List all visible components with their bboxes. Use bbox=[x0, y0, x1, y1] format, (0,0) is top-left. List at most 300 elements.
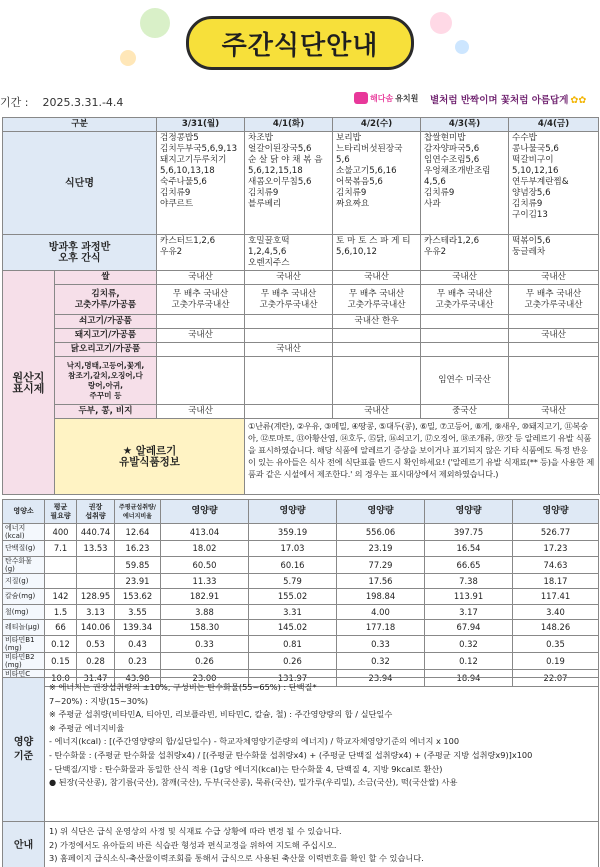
nutrient-day-value: 0.35 bbox=[513, 635, 599, 652]
origin-row-pork bbox=[3, 329, 599, 343]
nutrient-day-value: 74.63 bbox=[513, 556, 599, 573]
nutrient-day-value: 22.07 bbox=[513, 669, 599, 686]
nutrient-weekly: 16.23 bbox=[115, 541, 161, 557]
origin-kimchi-value bbox=[509, 285, 599, 315]
nutrient-day-value: 18.94 bbox=[425, 669, 513, 686]
nutrient-weekly: 153.62 bbox=[115, 589, 161, 605]
origin-value: 국내산 bbox=[245, 343, 333, 357]
origin-row-kimchi bbox=[3, 285, 599, 315]
snack-cell bbox=[333, 235, 421, 271]
nutrient-day-value: 413.04 bbox=[161, 524, 249, 541]
nutrient-name-line: 지질(g) bbox=[5, 576, 29, 585]
meal-line: 5,6,12,15,18 bbox=[248, 166, 303, 176]
nutrient-name-line: 탄수화물 bbox=[5, 556, 33, 565]
origin-pork-label: 돼지고기/가공품 bbox=[55, 329, 157, 343]
header-gubun: 구분 bbox=[3, 118, 157, 132]
meal-line: 수수밥 bbox=[512, 133, 537, 143]
origin-value bbox=[245, 405, 333, 419]
origin-rice-label: 쌀 bbox=[55, 271, 157, 285]
nutrient-weekly: 12.64 bbox=[115, 524, 161, 541]
meal-line: 양념장5,6 bbox=[512, 188, 551, 198]
origin-kimchi-line: 무 배추 국내산 bbox=[348, 288, 405, 299]
meal-line: 5,10,12,16 bbox=[512, 166, 559, 176]
origin-value: 국내산 bbox=[157, 405, 245, 419]
nutrition-row bbox=[3, 604, 599, 620]
origin-row-rice bbox=[3, 271, 599, 285]
snack-line: 5,6,10,12 bbox=[336, 247, 378, 257]
meal-label: 식단명 bbox=[3, 132, 157, 235]
origin-chicken-label: 닭오리고기/가공품 bbox=[55, 343, 157, 357]
origin-empty bbox=[509, 315, 599, 329]
origin-label-line: 표시제 bbox=[12, 381, 45, 395]
origin-value: 중국산 bbox=[421, 405, 509, 419]
nutrient-avg bbox=[45, 573, 77, 589]
nutrition-row bbox=[3, 524, 599, 541]
standard-line: ※ 에너지는 권장섭취량의 ±10%, 구성비는 탄수화물(55~65%) : 단백질* bbox=[49, 682, 317, 692]
header-line: 섭취량 bbox=[85, 511, 106, 520]
nutrient-day-value: 0.26 bbox=[161, 652, 249, 669]
meal-line: 콩나물국5,6 bbox=[512, 144, 559, 154]
origin-empty bbox=[157, 343, 245, 357]
origin-value: 국내산 bbox=[157, 329, 245, 343]
header-day: 4/4(금) bbox=[509, 118, 599, 132]
nutrient-day-value: 77.29 bbox=[337, 556, 425, 573]
period-value: 2025.3.31.-4.4 bbox=[42, 96, 124, 109]
notice-row bbox=[3, 822, 599, 867]
origin-value: 국내산 bbox=[509, 329, 599, 343]
origin-kimchi-label-line: 고춧가루/가공품 bbox=[74, 299, 137, 310]
meal-line: 임연수조림5,6 bbox=[424, 155, 480, 165]
meal-line: 구이김13 bbox=[512, 210, 548, 220]
meal-line: 짜요짜요 bbox=[336, 199, 370, 209]
nutrient-avg: 400 bbox=[45, 524, 77, 541]
nutrition-table bbox=[2, 499, 599, 687]
page-title: 주간식단안내 bbox=[221, 30, 379, 61]
snack-line: 오렌지주스 bbox=[248, 258, 290, 268]
origin-row-beef bbox=[3, 315, 599, 329]
origin-kimchi-value bbox=[421, 285, 509, 315]
nutrient-rec bbox=[77, 573, 115, 589]
snack-line: 우유2 bbox=[160, 247, 183, 257]
standard-line: - 단백질/지방 : 탄수화물과 동일한 산식 적용 (1g당 에너지(kcal)는 탄수화물 4, 단백질 4, 지방 9kcal로 환산) bbox=[49, 763, 443, 774]
nutrient-day-value: 3.88 bbox=[161, 604, 249, 620]
snack-line: 카스테라1,2,6 bbox=[424, 236, 480, 246]
origin-value: 국내산 bbox=[509, 405, 599, 419]
nutrition-body bbox=[3, 524, 599, 687]
origin-kimchi-label bbox=[55, 285, 157, 315]
logo-text: 해다솜 bbox=[370, 93, 394, 103]
nutrient-weekly: 0.43 bbox=[115, 635, 161, 652]
snack-cell bbox=[421, 235, 509, 271]
logo-icon bbox=[354, 92, 368, 104]
origin-empty bbox=[509, 357, 599, 405]
origin-kimchi-line: 고춧가루국내산 bbox=[347, 299, 406, 310]
header-line: 평균 bbox=[53, 502, 68, 511]
period-label: 기간 : bbox=[0, 96, 29, 109]
flower-icon: ✿✿ bbox=[570, 95, 587, 106]
snack-line: 우유2 bbox=[424, 247, 447, 257]
meal-cell bbox=[421, 132, 509, 235]
origin-kimchi-line: 고춧가루국내산 bbox=[435, 299, 494, 310]
standard-label-line: 기준 bbox=[13, 750, 34, 762]
nutrient-day-value: 67.94 bbox=[425, 620, 513, 636]
nutrient-name-line: 에너지 bbox=[5, 524, 26, 532]
nutrient-avg bbox=[45, 556, 77, 573]
origin-fish-label-line: 랑어,아귀, bbox=[87, 380, 124, 390]
origin-fish-label-line: 주꾸미 등 bbox=[89, 390, 122, 400]
origin-value: 임연수 미국산 bbox=[421, 357, 509, 405]
nutrient-name-line: (mg) bbox=[5, 660, 22, 669]
origin-kimchi-line: 무 배추 국내산 bbox=[260, 288, 317, 299]
nutrient-rec: 0.28 bbox=[77, 652, 115, 669]
nutrient-avg: 66 bbox=[45, 620, 77, 636]
standard-label-line: 영양 bbox=[13, 736, 34, 748]
day-header: 영양량 bbox=[425, 500, 513, 524]
standard-line: - 탄수화물 : (주평균 탄수화물 섭취량x4) / [(주평균 탄수화물 섭취량x4) + (주평균 단백질 섭취량x4) + (주평균 지방 섭취량x9)]x100 bbox=[49, 749, 533, 760]
day-header: 영양량 bbox=[161, 500, 249, 524]
meal-line: 4,5,6 bbox=[424, 177, 446, 187]
allergy-label-line: ★ 알레르기 bbox=[122, 444, 177, 457]
meal-line: 5,6 bbox=[336, 155, 350, 165]
snack-line: 떡볶이5,6 bbox=[512, 236, 551, 246]
origin-empty bbox=[421, 343, 509, 357]
origin-value: 국내산 한우 bbox=[333, 315, 421, 329]
origin-empty bbox=[509, 343, 599, 357]
nutrient-header: 영양소 bbox=[3, 500, 45, 524]
day-header: 영양량 bbox=[337, 500, 425, 524]
nutrient-rec: 128.95 bbox=[77, 589, 115, 605]
origin-kimchi-label-line: 김치류, bbox=[91, 288, 120, 299]
nutrient-weekly: 43.98 bbox=[115, 669, 161, 686]
nutrient-avg: 0.15 bbox=[45, 652, 77, 669]
meal-line: 연두부계란찜& bbox=[512, 177, 569, 187]
nutrition-row bbox=[3, 589, 599, 605]
menu-table bbox=[2, 117, 599, 495]
origin-kimchi-line: 무 배추 국내산 bbox=[436, 288, 493, 299]
nutrient-day-value: 145.02 bbox=[249, 620, 337, 636]
nutrient-name-line: 단백질(g) bbox=[5, 544, 36, 553]
origin-row-chicken bbox=[3, 343, 599, 357]
nutrient-day-value: 113.91 bbox=[425, 589, 513, 605]
nutrient-rec: 140.06 bbox=[77, 620, 115, 636]
nutrient-rec: 440.74 bbox=[77, 524, 115, 541]
origin-value: 국내산 bbox=[509, 271, 599, 285]
nutrient-avg: 10.0 bbox=[45, 669, 77, 686]
meal-line: 블루베리 bbox=[248, 199, 282, 209]
nutrient-day-value: 556.06 bbox=[337, 524, 425, 541]
origin-value: 국내산 bbox=[333, 271, 421, 285]
nutrient-day-value: 0.26 bbox=[249, 652, 337, 669]
decoration bbox=[120, 50, 136, 66]
origin-label bbox=[3, 271, 55, 495]
nutrient-name-line: 칼슘(mg) bbox=[5, 592, 36, 601]
standard-label bbox=[3, 678, 45, 822]
origin-empty bbox=[333, 343, 421, 357]
nutrient-weekly: 59.85 bbox=[115, 556, 161, 573]
nutrient-day-value: 0.33 bbox=[337, 635, 425, 652]
origin-value: 국내산 bbox=[245, 271, 333, 285]
nutrient-day-value: 3.31 bbox=[249, 604, 337, 620]
meal-line: 어묵볶음5,6 bbox=[336, 177, 383, 187]
day-header: 영양량 bbox=[513, 500, 599, 524]
origin-empty bbox=[333, 357, 421, 405]
origin-kimchi-line: 고춧가루국내산 bbox=[524, 299, 583, 310]
nutrient-day-value: 3.40 bbox=[513, 604, 599, 620]
nutrient-name-line: (kcal) bbox=[5, 532, 25, 540]
meal-line: 찹쌀현미밥 bbox=[424, 133, 466, 143]
nutrition-row bbox=[3, 541, 599, 557]
nutrition-row bbox=[3, 620, 599, 636]
meal-line: 차조밥 bbox=[248, 133, 273, 143]
nutrient-rec: 0.53 bbox=[77, 635, 115, 652]
nutrient-day-value: 131.97 bbox=[249, 669, 337, 686]
nutrition-row bbox=[3, 652, 599, 669]
snack-cell bbox=[245, 235, 333, 271]
decoration bbox=[455, 40, 469, 54]
nutrient-weekly: 3.55 bbox=[115, 604, 161, 620]
nutrient-day-value: 397.75 bbox=[425, 524, 513, 541]
allergy-row bbox=[3, 419, 599, 495]
standard-line: ※ 주평균 섭취량(비타민A, 티아민, 리보플라빈, 비타민C, 칼슘, 철) : 주간영양량의 합 / 실단일수 bbox=[49, 709, 393, 720]
meal-line: 검정콩밥5 bbox=[160, 133, 199, 143]
nutrition-row bbox=[3, 635, 599, 652]
nutrient-name-line: (g) bbox=[5, 564, 15, 573]
nutrient-day-value: 0.33 bbox=[161, 635, 249, 652]
meal-line: 숙주나물5,6 bbox=[160, 177, 207, 187]
avg-header bbox=[45, 500, 77, 524]
meal-line: 새콤오이무침5,6 bbox=[248, 177, 312, 187]
nutrient-name bbox=[3, 524, 45, 541]
snack-line: 1,2,4,5,6 bbox=[248, 247, 287, 257]
origin-value: 국내산 bbox=[333, 405, 421, 419]
nutrient-weekly: 139.34 bbox=[115, 620, 161, 636]
origin-fish-label bbox=[55, 357, 157, 405]
header-day: 4/1(화) bbox=[245, 118, 333, 132]
snack-line: 호밀꿀호떡 bbox=[248, 236, 290, 246]
header-line: 필요량 bbox=[50, 511, 71, 520]
nutrition-row bbox=[3, 573, 599, 589]
nutrient-avg: 142 bbox=[45, 589, 77, 605]
origin-fish-label-line: 참조기,갈치,오징어,다 bbox=[68, 370, 143, 380]
nutrient-day-value: 18.17 bbox=[513, 573, 599, 589]
nutrient-rec: 13.53 bbox=[77, 541, 115, 557]
header-row bbox=[3, 118, 599, 132]
header-line: 에너지비율 bbox=[123, 512, 152, 520]
nutrient-name bbox=[3, 604, 45, 620]
nutrient-day-value: 0.19 bbox=[513, 652, 599, 669]
meal-line: 김치류9 bbox=[248, 188, 279, 198]
snack-line: 둥글레차 bbox=[512, 247, 546, 257]
nutrient-avg: 1.5 bbox=[45, 604, 77, 620]
meal-line: 순 살 닭 야 채 볶 음 bbox=[248, 155, 323, 165]
nutrient-name bbox=[3, 573, 45, 589]
nutrient-day-value: 60.16 bbox=[249, 556, 337, 573]
header-day: 4/3(목) bbox=[421, 118, 509, 132]
nutrient-day-value: 23.19 bbox=[337, 541, 425, 557]
origin-kimchi-value bbox=[157, 285, 245, 315]
footer-table bbox=[2, 677, 599, 867]
standard-line: ※ 주평균 에너지비율 bbox=[49, 722, 125, 733]
header-line: 주평균섭취량/ bbox=[119, 503, 156, 511]
nutrient-name bbox=[3, 541, 45, 557]
nutrient-name bbox=[3, 652, 45, 669]
notice-line: 1) 위 식단은 급식 운영상의 사정 및 식재료 수급 상황에 따라 변경 될 수 있습니다. bbox=[49, 826, 342, 836]
meal-line: 감자양파국5,6 bbox=[424, 144, 480, 154]
nutrient-name-line: 비타민B2 bbox=[5, 652, 35, 661]
nutrient-rec bbox=[77, 556, 115, 573]
nutrient-name bbox=[3, 635, 45, 652]
header-day: 3/31(월) bbox=[157, 118, 245, 132]
origin-kimchi-value bbox=[245, 285, 333, 315]
day-header: 영양량 bbox=[249, 500, 337, 524]
nutrient-day-value: 0.32 bbox=[425, 635, 513, 652]
title-area bbox=[0, 0, 600, 82]
kindergarten-logo bbox=[354, 92, 418, 104]
nutrient-day-value: 155.02 bbox=[249, 589, 337, 605]
origin-empty bbox=[157, 357, 245, 405]
nutrient-name-line: (mg) bbox=[5, 643, 22, 652]
nutrient-day-value: 23.00 bbox=[161, 669, 249, 686]
nutrient-name bbox=[3, 556, 45, 573]
origin-kimchi-line: 고춧가루국내산 bbox=[259, 299, 318, 310]
origin-row-fish bbox=[3, 357, 599, 405]
logo-text: 유치원 bbox=[395, 93, 419, 103]
nutrient-day-value: 359.19 bbox=[249, 524, 337, 541]
meal-row bbox=[3, 132, 599, 235]
origin-beef-label: 쇠고기/가공품 bbox=[55, 315, 157, 329]
title-banner bbox=[186, 16, 414, 70]
nutrient-day-value: 526.77 bbox=[513, 524, 599, 541]
nutrient-name bbox=[3, 589, 45, 605]
meal-line: 얼갈이된장국5,6 bbox=[248, 144, 312, 154]
origin-empty bbox=[245, 329, 333, 343]
allergy-label-line: 유발식품정보 bbox=[119, 455, 180, 468]
decoration bbox=[140, 8, 170, 38]
nutrient-name bbox=[3, 620, 45, 636]
slogan bbox=[430, 92, 586, 106]
origin-label-line: 원산지 bbox=[12, 370, 45, 384]
nutrient-name-line: 레티놀(μg) bbox=[5, 623, 40, 632]
snack-label-line: 방과후 과정반 bbox=[48, 241, 111, 253]
origin-row-beans bbox=[3, 405, 599, 419]
meal-cell bbox=[157, 132, 245, 235]
standard-line: ● 된장(국산콩), 참기름(국산), 참깨(국산), 두부(국산콩), 묵류(국산), 밀가루(우리밀), 소금(국산), 떡(국산쌀) 사용 bbox=[49, 777, 458, 788]
rec-header bbox=[77, 500, 115, 524]
nutrient-day-value: 11.33 bbox=[161, 573, 249, 589]
period bbox=[0, 94, 123, 110]
snack-row bbox=[3, 235, 599, 271]
meal-line: 느타리버섯된장국 bbox=[336, 144, 403, 154]
nutrient-day-value: 17.56 bbox=[337, 573, 425, 589]
decoration bbox=[430, 12, 452, 34]
meal-line: 김치류9 bbox=[512, 199, 543, 209]
nutrient-day-value: 182.91 bbox=[161, 589, 249, 605]
nutrient-name-line: 비타민C bbox=[5, 669, 31, 678]
snack-label bbox=[3, 235, 157, 271]
meal-line: 김치류9 bbox=[336, 188, 367, 198]
meal-line: 떡갈비구이 bbox=[512, 155, 554, 165]
nutrient-day-value: 0.12 bbox=[425, 652, 513, 669]
meal-line: 우엉채조개반조림 bbox=[424, 166, 491, 176]
origin-empty bbox=[333, 329, 421, 343]
nutrient-avg: 0.12 bbox=[45, 635, 77, 652]
snack-label-line: 오후 간식 bbox=[58, 252, 101, 264]
meal-line: 사과 bbox=[424, 199, 441, 209]
nutrient-weekly: 23.91 bbox=[115, 573, 161, 589]
allergy-text: ①난류(계란), ②우유, ③메밀, ④땅콩, ⑤대두(콩), ⑥밀, ⑦고등어, ⑧게, ⑨새우, ⑩돼지고기, ⑪복숭아, ⑫토마토, ⑬아황산염, ⑭호두, ⑮닭, ⑯쇠고기, ⑰오징어, ⑱조개류, ⑲잣 등 알레르기 유발 식품을 표시하였습니다. 해당 식품에 알레르기 증상을 보이거나 표기되지 않은 기타 식품에도 특정 반응이 있는 유아들은 식사 전에 식단표를 반드시 확인하세요! ('알레르기 유발 식재료(** 등)을 사용한 제품과 같은 시설에서 제조한다.' 의 경우는 표시대상에서 제외하였습니다.) bbox=[245, 419, 599, 495]
snack-cell bbox=[157, 235, 245, 271]
meal-line: 소불고기5,6,16 bbox=[336, 166, 397, 176]
origin-fish-label-line: 낙지,명태,고등어,꽃게, bbox=[66, 360, 145, 370]
origin-beans-label: 두부, 콩, 비지 bbox=[55, 405, 157, 419]
nutrient-day-value: 148.26 bbox=[513, 620, 599, 636]
nutrient-day-value: 7.38 bbox=[425, 573, 513, 589]
meal-cell bbox=[333, 132, 421, 235]
meal-line: 5,6,10,13,18 bbox=[160, 166, 215, 176]
origin-value: 국내산 bbox=[157, 271, 245, 285]
snack-line: 토 마 토 스 파 게 티 bbox=[336, 236, 411, 246]
nutrient-name-line: 비타민B1 bbox=[5, 635, 35, 644]
snack-line: 카스터드1,2,6 bbox=[160, 236, 216, 246]
slogan-text: 별처럼 반짝이며 꽃처럼 아름답게 bbox=[430, 95, 569, 106]
nutrient-weekly: 0.23 bbox=[115, 652, 161, 669]
nutrient-day-value: 5.79 bbox=[249, 573, 337, 589]
standard-row bbox=[3, 678, 599, 822]
nutrient-rec: 31.47 bbox=[77, 669, 115, 686]
nutrient-name-line: 철(mg) bbox=[5, 607, 29, 616]
origin-empty bbox=[157, 315, 245, 329]
nutrient-rec: 3.13 bbox=[77, 604, 115, 620]
meal-line: 보리밥 bbox=[336, 133, 361, 143]
nutrient-day-value: 4.00 bbox=[337, 604, 425, 620]
nutrient-day-value: 66.65 bbox=[425, 556, 513, 573]
notice-line: 2) 가정에서도 유아들의 바른 식습관 형성과 편식교정을 위하여 지도해 주십시오. bbox=[49, 839, 337, 850]
snack-cell bbox=[509, 235, 599, 271]
origin-value: 국내산 bbox=[421, 271, 509, 285]
meal-line: 돼지고기두루치기 bbox=[160, 155, 227, 165]
nutrient-day-value: 0.81 bbox=[249, 635, 337, 652]
standard-line: - 에너지(kcal) : [(주간영양량의 합/실단일수) - 학교자체영양기준량의 에너지) / 학교자체영양기준의 에너지 x 100 bbox=[49, 736, 460, 747]
standard-text bbox=[45, 678, 599, 822]
nutrient-day-value: 17.23 bbox=[513, 541, 599, 557]
nutrient-day-value: 177.18 bbox=[337, 620, 425, 636]
origin-empty bbox=[421, 315, 509, 329]
meal-cell bbox=[509, 132, 599, 235]
origin-kimchi-value bbox=[333, 285, 421, 315]
origin-kimchi-line: 고춧가루국내산 bbox=[171, 299, 230, 310]
meal-line: 김치류9 bbox=[424, 188, 455, 198]
nutrition-header-row bbox=[3, 500, 599, 524]
nutrient-day-value: 158.30 bbox=[161, 620, 249, 636]
meal-line: 김치두부국5,6,9,13 bbox=[160, 144, 238, 154]
nutrient-day-value: 23.94 bbox=[337, 669, 425, 686]
nutrient-day-value: 0.32 bbox=[337, 652, 425, 669]
nutrient-day-value: 117.41 bbox=[513, 589, 599, 605]
nutrient-day-value: 198.84 bbox=[337, 589, 425, 605]
nutrient-day-value: 18.02 bbox=[161, 541, 249, 557]
nutrient-day-value: 17.03 bbox=[249, 541, 337, 557]
meal-line: 김치류9 bbox=[160, 188, 191, 198]
header-line: 권장 bbox=[88, 502, 103, 511]
origin-kimchi-line: 무 배추 국내산 bbox=[172, 288, 229, 299]
meal-cell bbox=[245, 132, 333, 235]
nutrient-avg: 7.1 bbox=[45, 541, 77, 557]
weekly-header bbox=[115, 500, 161, 524]
notice-text bbox=[45, 822, 599, 867]
allergy-label bbox=[55, 419, 245, 495]
header-day: 4/2(수) bbox=[333, 118, 421, 132]
notice-line: 3) 홈페이지 급식소식-축산물이력조회를 통해서 급식으로 사용된 축산물 이력번호를 확인 할 수 있습니다. bbox=[49, 853, 424, 864]
